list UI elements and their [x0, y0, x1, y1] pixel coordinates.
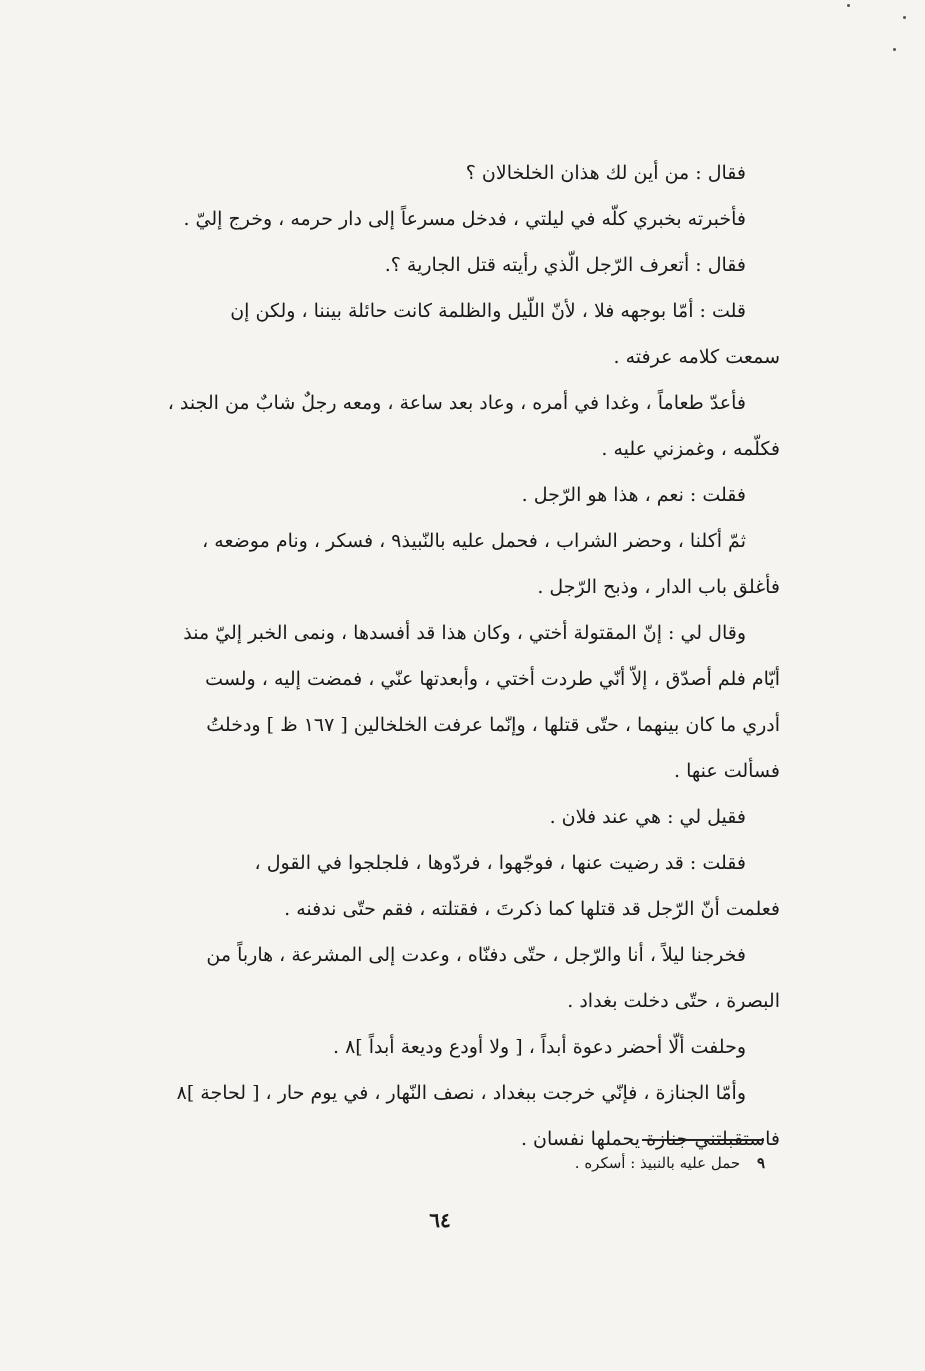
page-speck [893, 48, 896, 51]
text-line: فقال : من أين لك هذان الخلخالان ؟ [465, 162, 746, 184]
text-line: أدري ما كان بينهما ، حتّى قتلها ، وإنّما عرفت الخلخالين [ ١٦٧ ظ ] ودخلتُ [206, 714, 780, 736]
text-line: وأمّا الجنازة ، فإنّي خرجت ببغداد ، نصف النّهار ، في يوم حار ، [ لحاجة ]٨ [176, 1082, 746, 1104]
text-line: ثمّ أكلنا ، وحضر الشراب ، فحمل عليه بالنّبيذ٩ ، فسكر ، ونام موضعه ، [202, 530, 746, 552]
footnote-divider [642, 1139, 764, 1141]
footnote-text: حمل عليه بالنبيذ : أسكره . [574, 1154, 741, 1172]
page-speck [847, 4, 850, 7]
text-line: فأغلق باب الدار ، وذبح الرّجل . [537, 576, 780, 598]
footnote-number: ٩ [756, 1154, 765, 1172]
text-line: فأعدّ طعاماً ، وغدا في أمره ، وعاد بعد ساعة ، ومعه رجلٌ شابٌ من الجند ، [167, 392, 746, 414]
text-line: فكلّمه ، وغمزني عليه . [601, 438, 780, 460]
text-line: قلت : أمّا بوجهه فلا ، لأنّ اللّيل والظلمة كانت حائلة بيننا ، ولكن إن [230, 300, 746, 322]
text-line: فسألت عنها . [673, 760, 780, 782]
page-number: ٦٤ [429, 1208, 451, 1232]
footnote [575, 1154, 765, 1172]
text-line: فخرجنا ليلاً ، أنا والرّجل ، حتّى دفنّاه ، وعدت إلى المشرعة ، هارباً من [206, 944, 746, 966]
text-line: فعلمت أنّ الرّجل قد قتلها كما ذكرتَ ، فقتلته ، فقم حتّى ندفنه . [284, 898, 780, 920]
text-line: فقلت : نعم ، هذا هو الرّجل . [521, 484, 746, 506]
page-speck [903, 16, 906, 19]
text-line: فأخبرته بخبري كلّه في ليلتي ، فدخل مسرعاً إلى دار حرمه ، وخرج إليّ . [183, 208, 746, 230]
text-line: فقال : أتعرف الرّجل الّذي رأيته قتل الجارية ؟. [384, 254, 746, 276]
text-line: فقيل لي : هي عند فلان . [549, 806, 746, 828]
body-text [108, 150, 780, 1162]
text-line: فاستقبلتني جنازة يحملها نفسان . [520, 1128, 780, 1150]
text-line: البصرة ، حتّى دخلت بغداد . [567, 990, 780, 1012]
text-line: سمعت كلامه عرفته . [613, 346, 780, 368]
text-line: وقال لي : إنّ المقتولة أختي ، وكان هذا قد أفسدها ، ونمى الخبر إليّ منذ [183, 622, 746, 644]
text-line: فقلت : قد رضيت عنها ، فوجّهوا ، فردّوها ، فلجلجوا في القول ، [254, 852, 746, 874]
text-line: أيّام فلم أصدّق ، إلاّ أنّي طردت أختي ، وأبعدتها عنّي ، فمضت إليه ، ولست [205, 668, 780, 690]
text-line: وحلفت ألّا أحضر دعوة أبداً ، [ ولا أودع وديعة أبداً ]٨ . [332, 1036, 746, 1058]
